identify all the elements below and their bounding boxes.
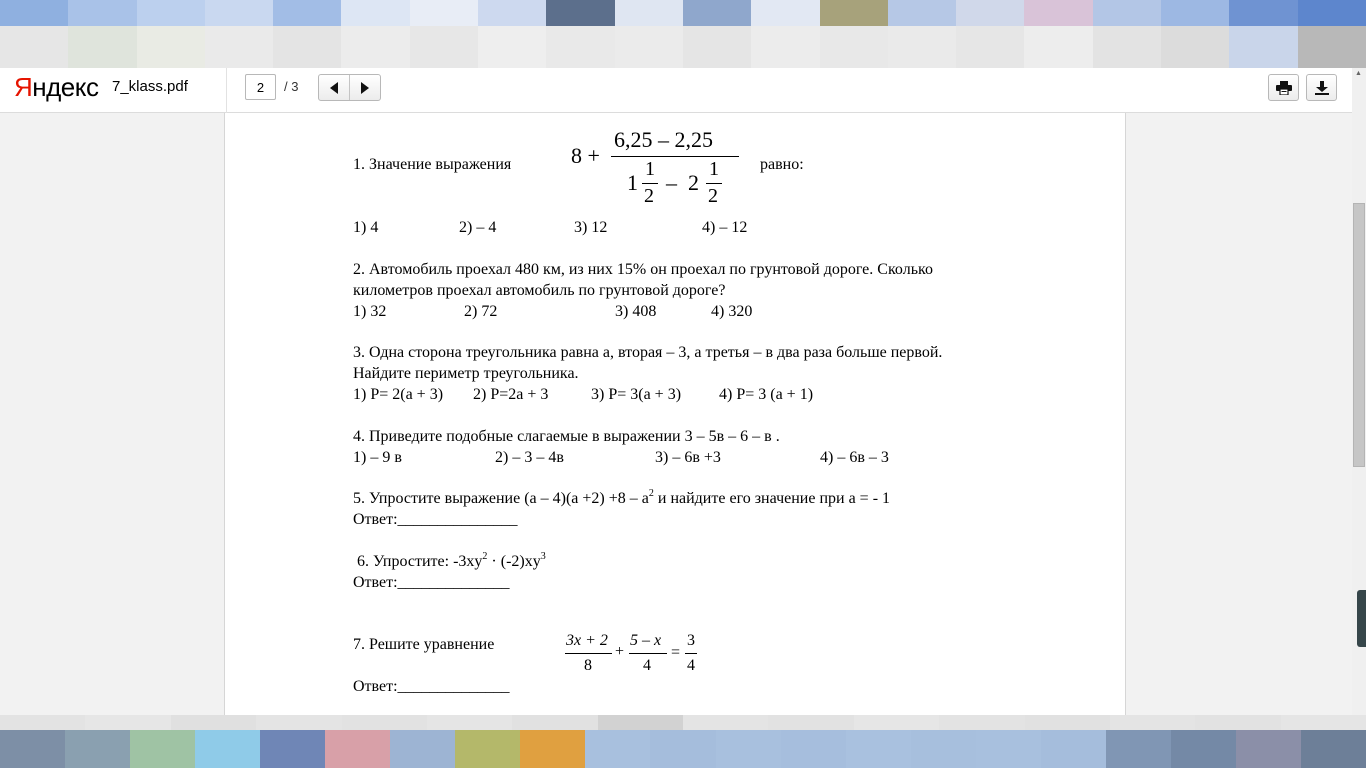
q4-option-2: 2) – 3 – 4в [495,449,564,466]
q7-f1-bar [565,653,612,654]
next-page-button[interactable] [349,75,380,100]
q7-f3-num: 3 [687,632,695,649]
q4-line-1: 4. Приведите подобные слагаемые в выражении 3 – 5в – 6 – в . [353,428,780,445]
q2-option-3: 3) 408 [615,303,657,320]
q4-option-1: 1) – 9 в [353,449,402,466]
q2-line-1: 2. Автомобиль проехал 480 км, из них 15% он проехал по грунтовой дороге. Сколько [353,261,933,278]
q7-f2-bar [629,653,667,654]
file-name: 7_klass.pdf [112,78,188,95]
q2-line-2: километров проехал автомобиль по грунтовой дороге? [353,282,726,299]
q7-plus: + [615,643,625,660]
blurred-taskbar-top [0,715,1366,730]
q1-mixed2-whole: 2 [688,170,699,195]
q6-answer-line: Ответ:______________ [353,574,510,591]
q3-option-3: 3) Р= 3(а + 3) [591,386,682,403]
q7-f1-num: 3x + 2 [566,632,608,649]
q1-option-1: 1) 4 [353,219,379,236]
toolbar-divider [226,68,227,113]
q1-mixed1-whole: 1 [627,170,638,195]
q7-f1-den: 8 [584,657,592,674]
q1-expr-lead: 8 + [571,143,600,168]
scroll-up-arrow-icon[interactable]: ▲ [1355,70,1362,77]
page-total: / 3 [284,79,299,94]
blurred-taskbar [0,715,1366,768]
q3-option-2: 2) Р=2а + 3 [473,386,549,403]
q2-option-4: 4) 320 [711,303,753,320]
q1-option-3: 3) 12 [574,219,608,236]
q3-option-1: 1) Р= 2(а + 3) [353,386,444,403]
q5-text-a: 5. Упростите выражение (а – 4)(а +2) +8 – а [353,490,649,507]
print-button[interactable] [1268,74,1299,101]
q6-exponent-2: 3 [540,551,546,562]
q6-text-b: · (-2)xy [487,553,541,570]
q1-text: 1. Значение выражения [353,156,512,173]
blurred-taskbar-icons [0,730,1366,768]
q1-option-4: 4) – 12 [702,219,748,236]
q1-main-fraction-bar [611,156,739,157]
q6-line-1 [357,553,546,571]
q7-answer-line: Ответ:______________ [353,678,510,695]
q1-mixed1-num: 1 [645,158,655,180]
yandex-logo[interactable] [14,72,98,103]
q4-option-3: 3) – 6в +3 [655,449,721,466]
q5-answer-line: Ответ:_______________ [353,511,518,528]
blurred-tab-row [0,0,1366,26]
q5-text-b: и найдите его значение при а = - 1 [653,490,891,507]
triangle-right-icon [360,82,370,94]
q3-line-2: Найдите периметр треугольника. [353,365,579,382]
scroll-thumb[interactable] [1353,203,1365,467]
q3-line-1: 3. Одна сторона треугольника равна а, вторая – 3, а третья – в два раза больше первой. [353,344,943,361]
q1-suffix: равно: [760,156,804,173]
q1-expr-numerator: 6,25 – 2,25 [614,127,713,152]
blurred-address-row [0,26,1366,68]
pdf-page [224,113,1126,715]
q7-f3-bar [685,653,697,654]
q5-line-1 [353,490,890,508]
q6-exponent-1: 2 [482,551,488,562]
q1-mixed1-bar [642,183,658,184]
triangle-left-icon [329,82,339,94]
document-viewport[interactable] [0,113,1352,715]
q1-minus: – [666,170,677,195]
q1-option-2: 2) – 4 [459,219,497,236]
q4-option-4: 4) – 6в – 3 [820,449,889,466]
download-button[interactable] [1306,74,1337,101]
q1-mixed2-bar [706,183,722,184]
q6-text-a: 6. Упростите: -3xy [357,553,483,570]
q7-equals: = [671,644,681,661]
logo-first-letter: Я [14,72,33,102]
prev-page-button[interactable] [319,75,349,100]
printer-icon [1276,81,1292,95]
download-arrow-icon [1315,81,1329,95]
logo-rest: ндекс [32,72,99,102]
q1-mixed1-den: 2 [644,185,654,207]
q2-option-2: 2) 72 [464,303,498,320]
q5-exponent: 2 [648,488,654,499]
q1-mixed2-num: 1 [709,158,719,180]
q7-f2-den: 4 [643,657,651,674]
q2-option-1: 1) 32 [353,303,387,320]
page-navigation [318,74,381,101]
q1-mixed2-den: 2 [708,185,718,207]
blurred-browser-header [0,0,1366,68]
side-panel-handle[interactable] [1357,590,1366,647]
q3-option-4: 4) Р= 3 (а + 1) [719,386,814,403]
q7-f3-den: 4 [687,657,695,674]
q7-text: 7. Решите уравнение [353,636,495,653]
q7-f2-num: 5 – x [630,632,662,649]
viewer-toolbar [0,68,1352,113]
page-number-input[interactable] [245,74,276,100]
